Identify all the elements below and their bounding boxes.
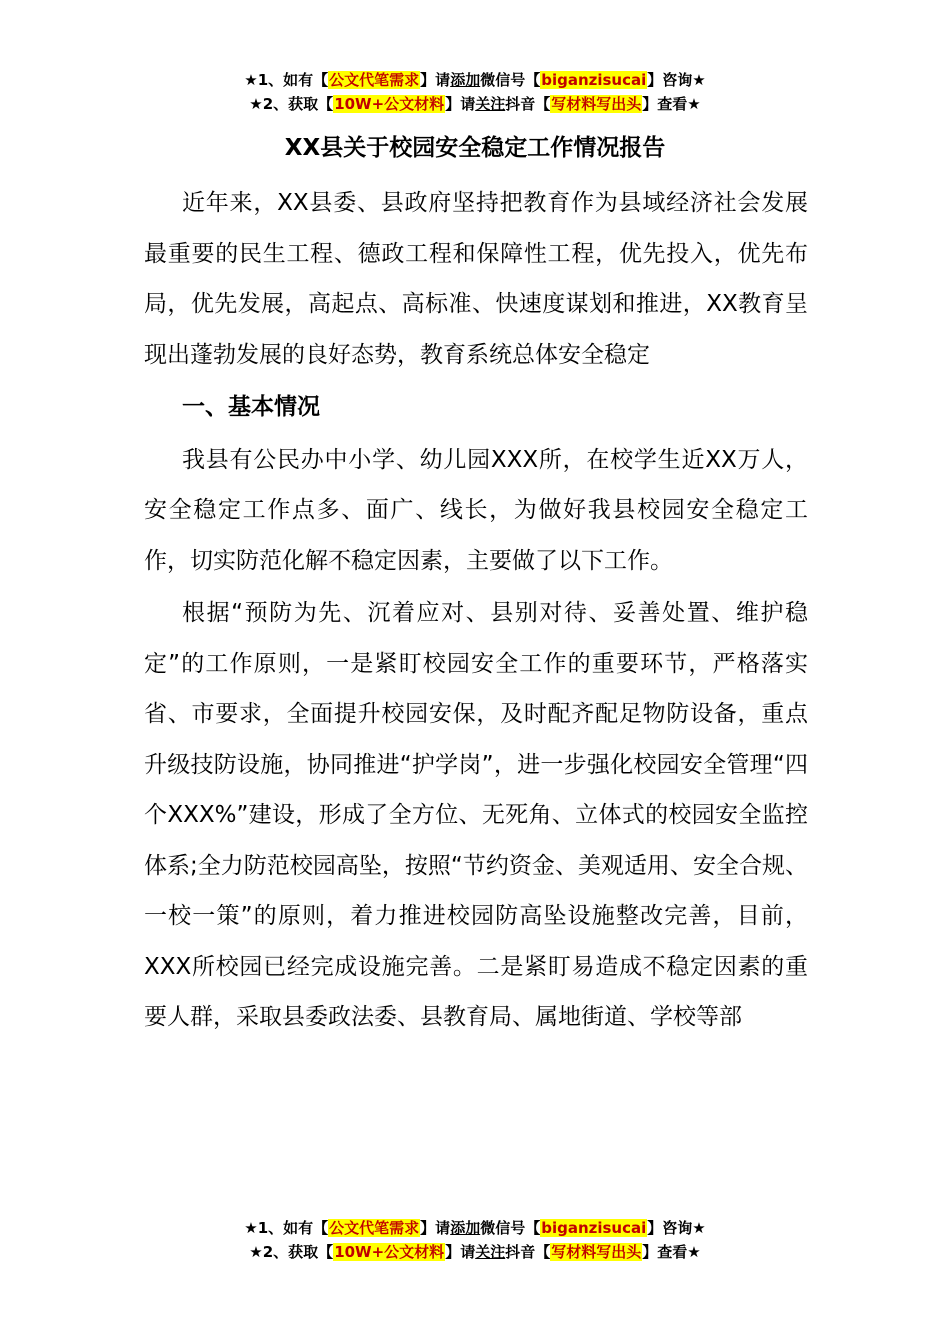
highlight-douyin-account: 写材料写出头 — [551, 1243, 642, 1261]
banner-text: 】咨询★ — [647, 71, 706, 89]
highlight-wechat-id: biganzisucai — [541, 71, 647, 89]
banner-text: 】请 — [420, 71, 451, 89]
banner-text: 】查看★ — [642, 1243, 701, 1261]
underlined-word: 关注 — [475, 95, 506, 113]
section-heading: 一、基本情况 — [182, 394, 320, 420]
top-banner — [0, 68, 950, 116]
banner-text: 】咨询★ — [647, 1219, 706, 1237]
banner-text: 抖音【 — [505, 1243, 551, 1261]
banner-text: ★1、如有【 — [244, 71, 329, 89]
document-body — [144, 178, 808, 1043]
banner-text: 微信号【 — [480, 1219, 541, 1237]
banner-text: ★2、获取【 — [249, 95, 334, 113]
banner-line-2 — [0, 92, 950, 116]
banner-line-1 — [0, 1216, 950, 1240]
banner-text: 微信号【 — [480, 71, 541, 89]
banner-text: ★2、获取【 — [249, 1243, 334, 1261]
highlight-service: 公文代笔需求 — [329, 71, 420, 89]
banner-line-1 — [0, 68, 950, 92]
banner-text: 】请 — [420, 1219, 451, 1237]
highlight-douyin-account: 写材料写出头 — [551, 95, 642, 113]
highlight-materials: 10W+公文材料 — [334, 1243, 445, 1261]
body-paragraph: 近年来，XX县委、县政府坚持把教育作为县域经济社会发展最重要的民生工程、德政工程和保障性工程，优先投入，优先布局，优先发展，高起点、高标准、快速度谋划和推进，XX教育呈现出蓬勃发展的良好态势，教育系统总体安全稳定 — [144, 190, 808, 368]
banner-text: 】请 — [445, 1243, 476, 1261]
underlined-word: 添加 — [450, 1219, 481, 1237]
banner-text: 】请 — [445, 95, 476, 113]
highlight-materials: 10W+公文材料 — [334, 95, 445, 113]
body-paragraph: 根据“预防为先、沉着应对、县别对待、妥善处置、维护稳定”的工作原则，一是紧盯校园安全工作的重要环节，严格落实省、市要求，全面提升校园安保，及时配齐配足物防设备，重点升级技防设施，协同推进“护学岗”，进一步强化校园安全管理“四个XXX%”建设，形成了全方位、无死角、立体式的校园安全监控体系;全力防范校园高坠，按照“节约资金、美观适用、安全合规、一校一策”的原则，着力推进校园防高坠设施整改完善，目前，XXX所校园已经完成设施完善。二是紧盯易造成不稳定因素的重要人群，采取县委政法委、县教育局、属地街道、学校等部 — [144, 600, 808, 1030]
highlight-service: 公文代笔需求 — [329, 1219, 420, 1237]
highlight-wechat-id: biganzisucai — [541, 1219, 647, 1237]
body-paragraph: 我县有公民办中小学、幼儿园XXX所，在校学生近XX万人，安全稳定工作点多、面广、线长，为做好我县校园安全稳定工作，切实防范化解不稳定因素，主要做了以下工作。 — [144, 446, 808, 574]
bottom-banner — [0, 1216, 950, 1264]
banner-text: ★1、如有【 — [244, 1219, 329, 1237]
banner-line-2 — [0, 1240, 950, 1264]
underlined-word: 添加 — [450, 71, 481, 89]
banner-text: 】查看★ — [642, 95, 701, 113]
banner-text: 抖音【 — [505, 95, 551, 113]
document-title: XX县关于校园安全稳定工作情况报告 — [284, 135, 666, 161]
underlined-word: 关注 — [475, 1243, 506, 1261]
